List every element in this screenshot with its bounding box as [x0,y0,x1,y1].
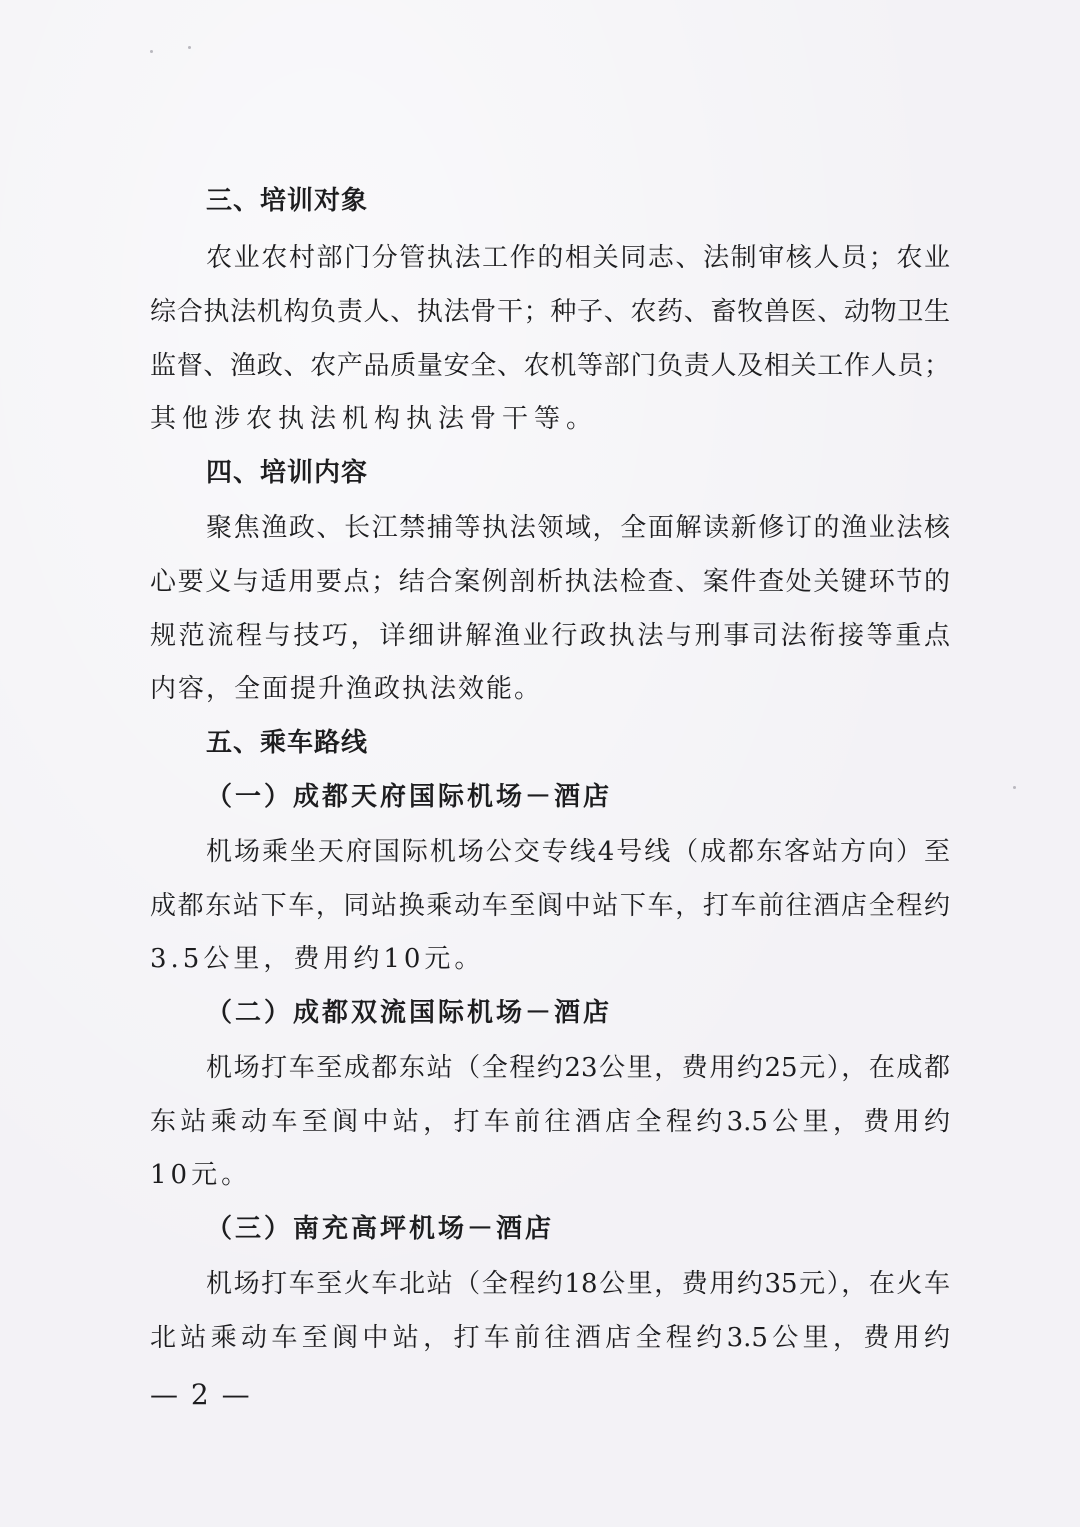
paragraph-line: 3.5公里，费用约10元。 [150,944,485,974]
page-number: — 2 — [150,1378,252,1411]
route-title-gaoping-airport: （三）南充高坪机场－酒店 [206,1214,555,1244]
route-title-shuangliu-airport: （二）成都双流国际机场－酒店 [206,998,613,1028]
section-heading-transport-routes: 五、乘车路线 [206,728,369,758]
paragraph-line: 机场打车至成都东站（全程约23公里，费用约25元），在成都 [206,1053,950,1083]
scan-speck [1013,786,1016,789]
paragraph-line: 心要义与适用要点；结合案例剖析执法检查、案件查处关键环节的 [150,567,950,597]
route-title-tianfu-airport: （一）成都天府国际机场－酒店 [206,782,613,812]
paragraph-line: 综合执法机构负责人、执法骨干；种子、农药、畜牧兽医、动物卫生 [150,297,950,327]
paragraph-line: 其他涉农执法机构执法骨干等。 [150,404,599,434]
paragraph-line: 10元。 [150,1160,252,1190]
paragraph-line: 聚焦渔政、长江禁捕等执法领域，全面解读新修订的渔业法核 [206,513,950,543]
paragraph-line: 农业农村部门分管执法工作的相关同志、法制审核人员；农业 [206,243,950,273]
paragraph-line: 机场打车至火车北站（全程约18公里，费用约35元），在火车 [206,1269,950,1299]
scan-speck [150,50,153,53]
paragraph-line: 北站乘动车至阆中站，打车前往酒店全程约3.5公里，费用约 [150,1323,950,1353]
section-heading-training-target: 三、培训对象 [206,186,369,216]
paragraph-line: 监督、渔政、农产品质量安全、农机等部门负责人及相关工作人员； [150,351,950,381]
paragraph-line: 机场乘坐天府国际机场公交专线4号线（成都东客站方向）至 [206,837,950,867]
paragraph-line: 内容，全面提升渔政执法效能。 [150,674,543,704]
paragraph-line: 规范流程与技巧，详细讲解渔业行政执法与刑事司法衔接等重点 [150,621,950,651]
scan-speck [188,46,191,49]
paragraph-line: 东站乘动车至阆中站，打车前往酒店全程约3.5公里，费用约 [150,1107,950,1137]
paragraph-line: 成都东站下车，同站换乘动车至阆中站下车，打车前往酒店全程约 [150,891,950,921]
section-heading-training-content: 四、培训内容 [206,458,369,488]
